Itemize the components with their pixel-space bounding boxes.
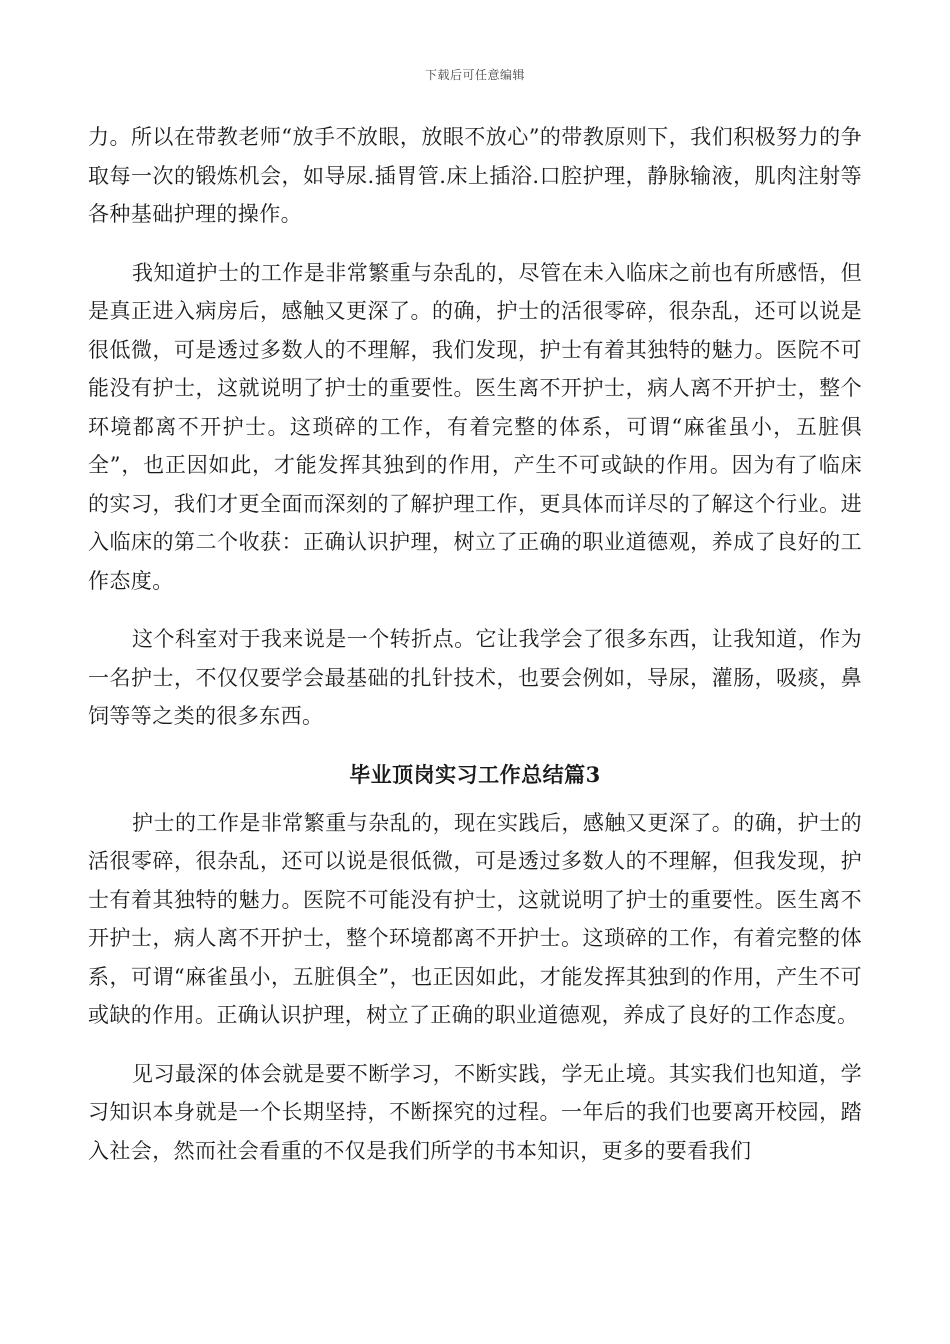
section-heading: 毕业顶岗实习工作总结篇3 <box>349 761 601 787</box>
paragraph: 护士的工作是非常繁重与杂乱的，现在实践后，感触又更深了。的确，护士的活很零碎，很杂乱，还可以说是很低微，可是透过多数人的不理解，但我发现，护士有着其独特的魅力。医院不可能没有护士，这就说明了护士的重要性。医生离不开护士，病人离不开护士，整个环境都离不开护士。这琐碎的工作，有着完整的体系，可谓“麻雀虽小，五脏俱全”，也正因如此，才能发挥其独到的作用，产生不可或缺的作用。正确认识护理，树立了正确的职业道德观，养成了良好的工作态度。 <box>88 810 862 1027</box>
document-body <box>88 118 862 1190</box>
page-header: 下载后可任意编辑 <box>424 68 525 82</box>
paragraph: 这个科室对于我来说是一个转折点。它让我学会了很多东西，让我知道，作为一名护士，不仅仅要学会最基础的扎针技术，也要会例如，导尿，灌肠，吸痰，鼻饲等等之类的很多东西。 <box>88 627 862 728</box>
paragraph: 见习最深的体会就是要不断学习，不断实践，学无止境。其实我们也知道，学习知识本身就是一个长期坚持，不断探究的过程。一年后的我们也要离开校园，踏入社会，然而社会看重的不仅是我们所学的书本知识，更多的要看我们 <box>88 1061 862 1163</box>
paragraph-continuation: 力。所以在带教老师“放手不放眼，放眼不放心”的带教原则下，我们积极努力的争取每一次的锻炼机会，如导尿.插胃管.床上插浴.口腔护理，静脉输液，肌肉注射等各种基础护理的操作。 <box>88 125 862 226</box>
paragraph: 我知道护士的工作是非常繁重与杂乱的，尽管在未入临床之前也有所感悟，但是真正进入病房后，感触又更深了。的确，护士的活很零碎，很杂乱，还可以说是很低微，可是透过多数人的不理解，我们发现，护士有着其独特的魅力。医院不可能没有护士，这就说明了护士的重要性。医生离不开护士，病人离不开护士，整个环境都离不开护士。这琐碎的工作，有着完整的体系，可谓“麻雀虽小，五脏俱全”，也正因如此，才能发挥其独到的作用，产生不可或缺的作用。因为有了临床的实习，我们才更全面而深刻的了解护理工作，更具体而详尽的了解这个行业。进入临床的第二个收获：正确认识护理，树立了正确的职业道德观，养成了良好的工作态度。 <box>88 260 862 593</box>
